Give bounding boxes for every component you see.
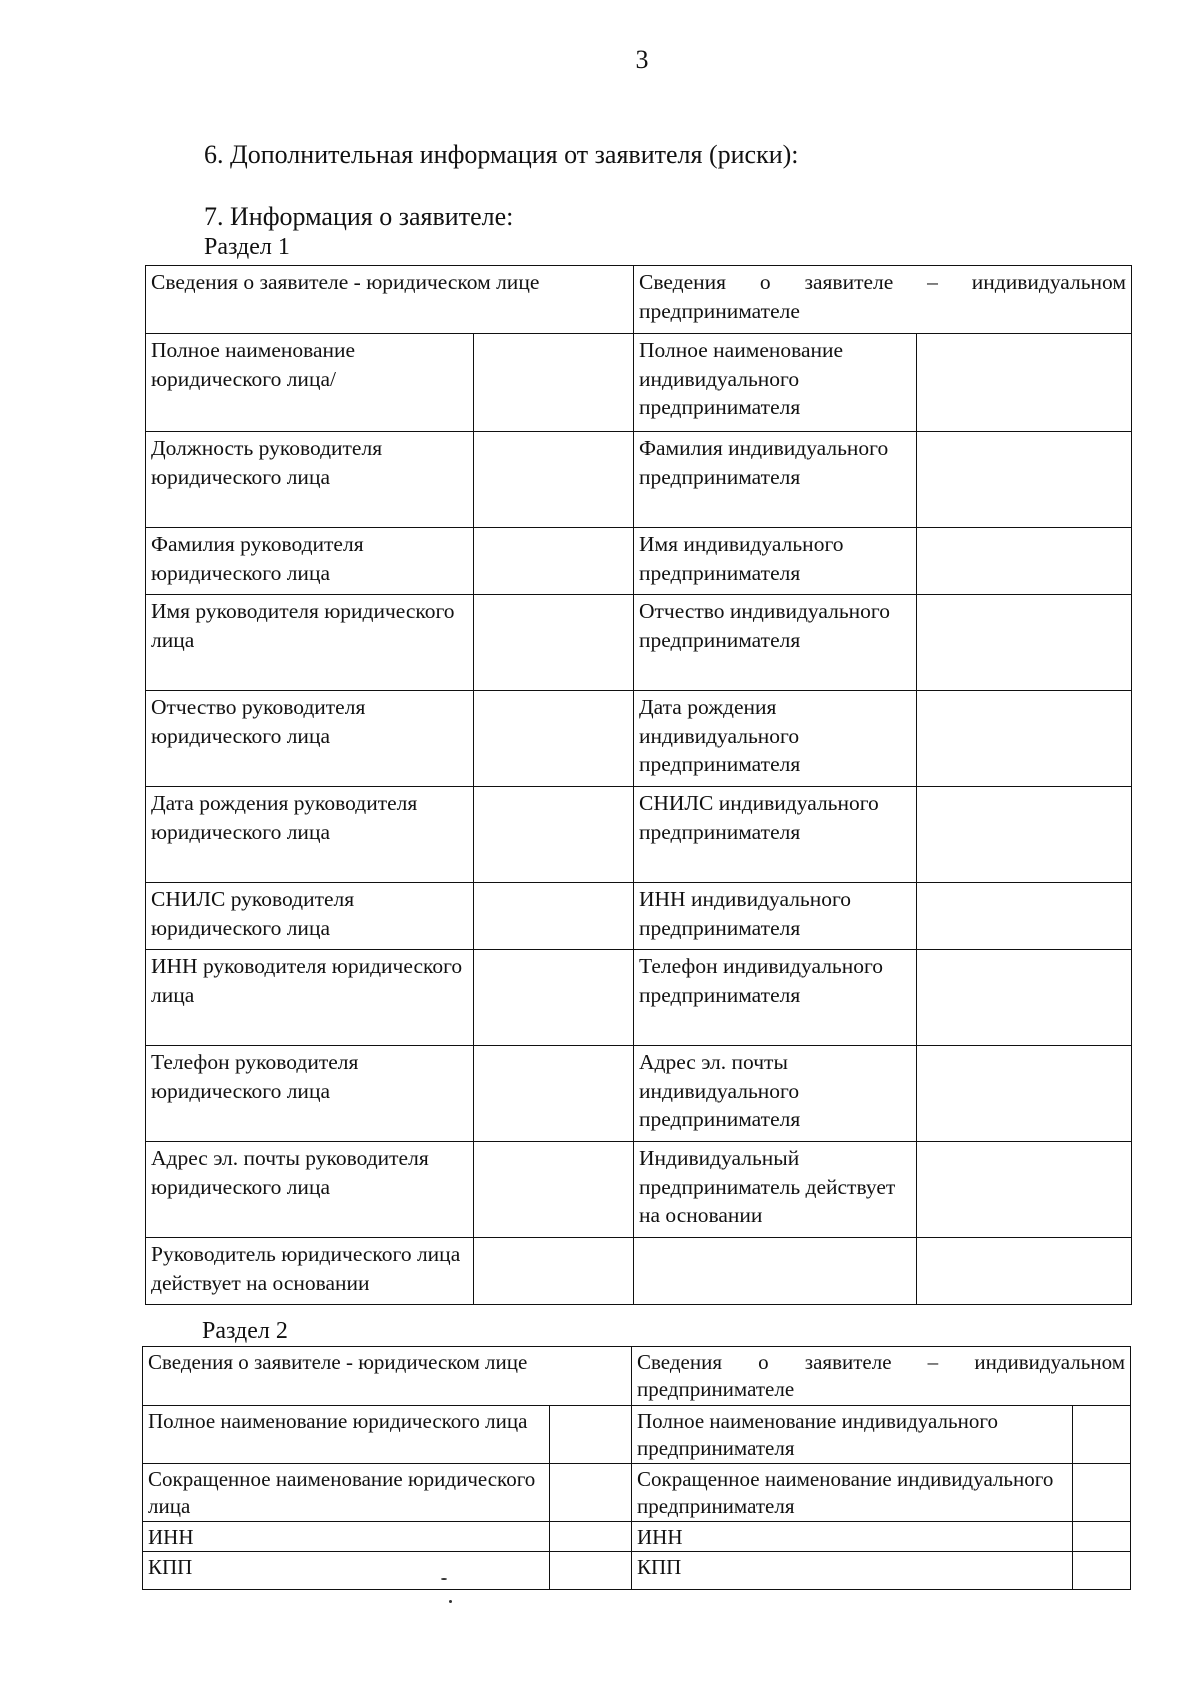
entrepreneur-field-label: ИНН индивидуального предпринимателя	[634, 883, 917, 950]
heading-applicant-info: 7. Информация о заявителе:	[204, 202, 514, 231]
legal-entity-field-label: Полное наименование юридического лица	[143, 1406, 550, 1464]
entrepreneur-field-label: Полное наименование индивидуального предпринимателя	[634, 334, 917, 432]
table-row	[146, 1046, 1132, 1142]
legal-entity-field-value[interactable]	[474, 691, 634, 787]
legal-entity-field-value[interactable]	[474, 334, 634, 432]
section-2-table	[142, 1346, 1131, 1590]
entrepreneur-field-label: Фамилия индивидуального предпринимателя	[634, 432, 917, 528]
table-header-row	[143, 1347, 1131, 1406]
table-row	[146, 691, 1132, 787]
section-2-title: Раздел 2	[202, 1318, 288, 1344]
entrepreneur-field-value[interactable]	[917, 787, 1132, 883]
entrepreneur-header-line1: Сведения о заявителе – индивидуальном	[637, 1350, 1125, 1374]
entrepreneur-field-value[interactable]	[917, 1238, 1132, 1305]
table-row	[143, 1522, 1131, 1552]
entrepreneur-field-value[interactable]	[917, 432, 1132, 528]
entrepreneur-field-label: Полное наименование индивидуального предпринимателя	[632, 1406, 1073, 1464]
table-row	[146, 950, 1132, 1046]
legal-entity-field-value[interactable]	[550, 1522, 632, 1552]
legal-entity-field-value[interactable]	[474, 883, 634, 950]
legal-entity-field-label: Сокращенное наименование юридического лица	[143, 1464, 550, 1522]
legal-entity-field-value[interactable]	[474, 432, 634, 528]
legal-entity-field-value[interactable]	[550, 1552, 632, 1590]
entrepreneur-field-label: Индивидуальный предприниматель действует на основании	[634, 1142, 917, 1238]
entrepreneur-field-label	[634, 1238, 917, 1305]
legal-entity-header: Сведения о заявителе - юридическом лице	[143, 1347, 632, 1406]
table-row	[146, 1142, 1132, 1238]
legal-entity-field-value[interactable]	[474, 1238, 634, 1305]
legal-entity-field-value[interactable]	[474, 1142, 634, 1238]
entrepreneur-field-label: Адрес эл. почты индивидуального предпринимателя	[634, 1046, 917, 1142]
entrepreneur-field-label: Дата рождения индивидуального предпринимателя	[634, 691, 917, 787]
legal-entity-field-label: Полное наименование юридического лица/	[146, 334, 474, 432]
table-row	[146, 883, 1132, 950]
legal-entity-field-value[interactable]	[474, 950, 634, 1046]
table-row	[143, 1406, 1131, 1464]
legal-entity-field-label: Телефон руководителя юридического лица	[146, 1046, 474, 1142]
table-row	[146, 528, 1132, 595]
legal-entity-field-label: ИНН руководителя юридического лица	[146, 950, 474, 1046]
entrepreneur-field-value[interactable]	[917, 334, 1132, 432]
legal-entity-field-value[interactable]	[474, 787, 634, 883]
table-row	[146, 432, 1132, 528]
legal-entity-field-label: КПП	[143, 1552, 550, 1590]
legal-entity-field-label: Дата рождения руководителя юридического лица	[146, 787, 474, 883]
entrepreneur-header-line2: предпринимателе	[639, 298, 800, 323]
entrepreneur-field-value[interactable]	[917, 528, 1132, 595]
entrepreneur-field-value[interactable]	[1073, 1552, 1131, 1590]
entrepreneur-field-label: СНИЛС индивидуального предпринимателя	[634, 787, 917, 883]
legal-entity-field-label: ИНН	[143, 1522, 550, 1552]
scan-speck	[441, 1578, 447, 1580]
legal-entity-field-value[interactable]	[474, 1046, 634, 1142]
legal-entity-field-value[interactable]	[550, 1406, 632, 1464]
scan-speck	[449, 1600, 452, 1603]
legal-entity-field-label: СНИЛС руководителя юридического лица	[146, 883, 474, 950]
table-row	[146, 334, 1132, 432]
table-header-row	[146, 266, 1132, 334]
legal-entity-header: Сведения о заявителе - юридическом лице	[146, 266, 634, 334]
entrepreneur-field-value[interactable]	[917, 950, 1132, 1046]
legal-entity-field-label: Адрес эл. почты руководителя юридического лица	[146, 1142, 474, 1238]
legal-entity-field-label: Отчество руководителя юридического лица	[146, 691, 474, 787]
entrepreneur-field-label: ИНН	[632, 1522, 1073, 1552]
page-number: 3	[635, 45, 649, 74]
entrepreneur-field-value[interactable]	[917, 595, 1132, 691]
entrepreneur-header-line2: предпринимателе	[637, 1377, 795, 1401]
entrepreneur-field-label: Имя индивидуального предпринимателя	[634, 528, 917, 595]
entrepreneur-field-value[interactable]	[1073, 1522, 1131, 1552]
entrepreneur-field-value[interactable]	[1073, 1406, 1131, 1464]
section-1-table	[145, 265, 1132, 1305]
table-row	[146, 1238, 1132, 1305]
entrepreneur-field-value[interactable]	[1073, 1464, 1131, 1522]
entrepreneur-field-label: Отчество индивидуального предпринимателя	[634, 595, 917, 691]
table-row	[146, 595, 1132, 691]
table-row	[146, 787, 1132, 883]
heading-additional-info: 6. Дополнительная информация от заявителя (риски):	[204, 140, 799, 169]
table-row	[143, 1552, 1131, 1590]
legal-entity-field-label: Имя руководителя юридического лица	[146, 595, 474, 691]
legal-entity-field-label: Должность руководителя юридического лица	[146, 432, 474, 528]
legal-entity-field-value[interactable]	[474, 528, 634, 595]
entrepreneur-header	[634, 266, 1132, 334]
entrepreneur-field-label: КПП	[632, 1552, 1073, 1590]
entrepreneur-field-value[interactable]	[917, 883, 1132, 950]
legal-entity-field-value[interactable]	[550, 1464, 632, 1522]
entrepreneur-field-value[interactable]	[917, 691, 1132, 787]
entrepreneur-field-label: Сокращенное наименование индивидуального предпринимателя	[632, 1464, 1073, 1522]
entrepreneur-field-value[interactable]	[917, 1046, 1132, 1142]
legal-entity-field-label: Руководитель юридического лица действует на основании	[146, 1238, 474, 1305]
table-row	[143, 1464, 1131, 1522]
entrepreneur-field-value[interactable]	[917, 1142, 1132, 1238]
entrepreneur-field-label: Телефон индивидуального предпринимателя	[634, 950, 917, 1046]
legal-entity-field-label: Фамилия руководителя юридического лица	[146, 528, 474, 595]
section-1-title: Раздел 1	[204, 234, 290, 260]
entrepreneur-header-line1: Сведения о заявителе – индивидуальном	[639, 270, 1127, 294]
legal-entity-field-value[interactable]	[474, 595, 634, 691]
entrepreneur-header	[632, 1347, 1131, 1406]
